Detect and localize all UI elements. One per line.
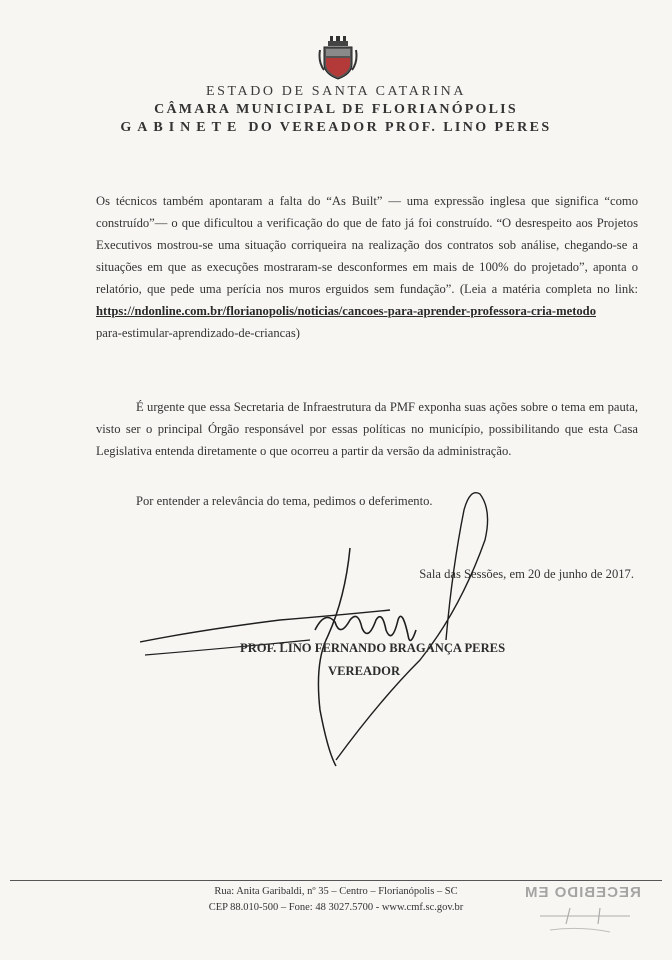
footer-divider [10, 880, 662, 881]
footer-contact: CEP 88.010-500 – Fone: 48 3027.5700 - www.cmf.sc.gov.br [208, 902, 464, 913]
session-date: Sala das Sessões, em 20 de junho de 2017. [419, 567, 634, 581]
received-stamp [520, 884, 670, 944]
header-state: ESTADO DE SANTA CATARINA [205, 84, 467, 99]
header-office-rest: DO VEREADOR PROF. LINO PERES [248, 120, 552, 135]
handwritten-signature [140, 470, 530, 770]
paragraph-urgent: É urgente que essa Secretaria de Infraestrutura da PMF exponha suas ações sobre o tema em pauta, visto ser o principal Órgão responsável por essas políticas no município, possibilitando que esta Casa Legislativa entenda diretamente o que ocorreu a partir da versão da administração. [96, 400, 638, 458]
header-office [0, 120, 672, 136]
news-article-link-tail: para-estimular-aprendizado-de-criancas) [96, 326, 300, 340]
header-office-prefix: GABINETE [120, 120, 243, 135]
signer-name: PROF. LINO FERNANDO BRAGANÇA PERES [240, 641, 506, 655]
stamp-marks-icon [540, 906, 640, 936]
paragraph-request: Por entender a relevância do tema, pedimos o deferimento. [136, 494, 433, 508]
received-stamp-text: RECEBIDO EM [524, 884, 641, 901]
signer-role: VEREADOR [328, 664, 401, 678]
paragraph-technicians [96, 190, 638, 344]
paragraph-technicians-text: Os técnicos também apontaram a falta do “As Built” — uma expressão inglesa que significa “como construído”— o que dificultou a verificação do que de fato já foi construído. “O desrespeito aos Projetos Executivos mostrou-se uma situação corriqueira na realização dos contratos sob análise, chegando-se a situações em que as execuções mostraram-se desconformes em mais de 100% do projetado”, aponta o relatório, que pede uma perícia nos muros erguidos sem fundação”. (Leia a matéria completa no link: [96, 194, 638, 296]
news-article-link[interactable]: https://ndonline.com.br/florianopolis/noticias/cancoes-para-aprender-professora-cria-metodo [96, 304, 596, 318]
footer-address: Rua: Anita Garibaldi, nº 35 – Centro – Florianópolis – SC [214, 886, 458, 897]
coat-of-arms-icon [318, 36, 358, 80]
header-chamber: CÂMARA MUNICIPAL DE FLORIANÓPOLIS [154, 102, 518, 117]
